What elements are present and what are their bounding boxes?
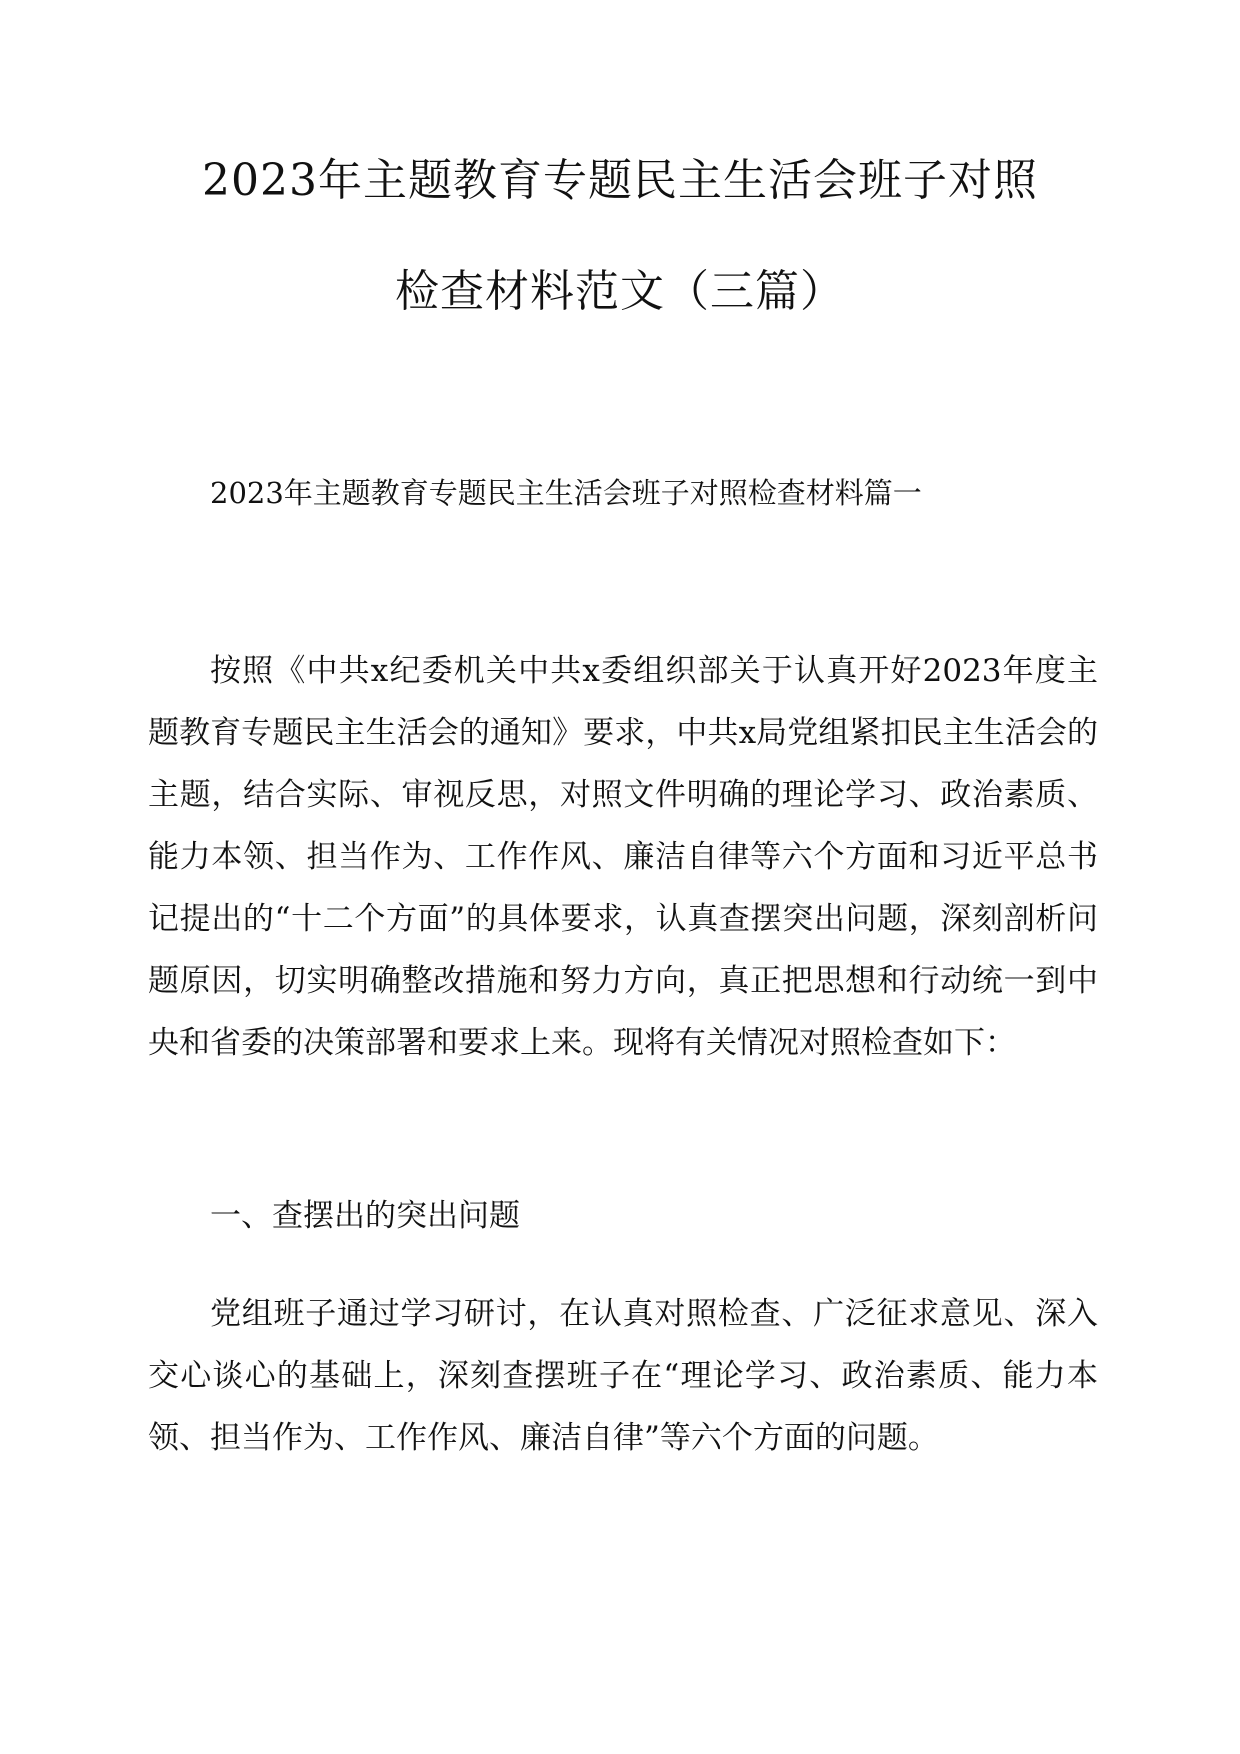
- body-paragraph-problems: 党组班子通过学习研讨，在认真对照检查、广泛征求意见、深入交心谈心的基础上，深刻查摆班子在“理论学习、政治素质、能力本领、担当作为、工作作风、廉洁自律”等六个方面的问题。: [148, 1296, 1098, 1456]
- document-subtitle: 2023年主题教育专题民主生活会班子对照检查材料篇一: [210, 476, 922, 510]
- document-title-line-2: 检查材料范文（三篇）: [395, 266, 845, 317]
- body-paragraph-intro: 按照《中共x纪委机关中共x委组织部关于认真开好2023年度主题教育专题民主生活会的通知》要求，中共x局党组紧扣民主生活会的主题，结合实际、审视反思，对照文件明确的理论学习、政治素质、能力本领、担当作为、工作作风、廉洁自律等六个方面和习近平总书记提出的“十二个方面”的具体要求，认真查摆突出问题，深刻剖析问题原因，切实明确整改措施和努力方向，真正把思想和行动统一到中央和省委的决策部署和要求上来。现将有关情况对照检查如下：: [148, 653, 1098, 1061]
- document-title-line-1: 2023年主题教育专题民主生活会班子对照: [202, 155, 1038, 206]
- section-heading: 一、查摆出的突出问题: [210, 1198, 520, 1234]
